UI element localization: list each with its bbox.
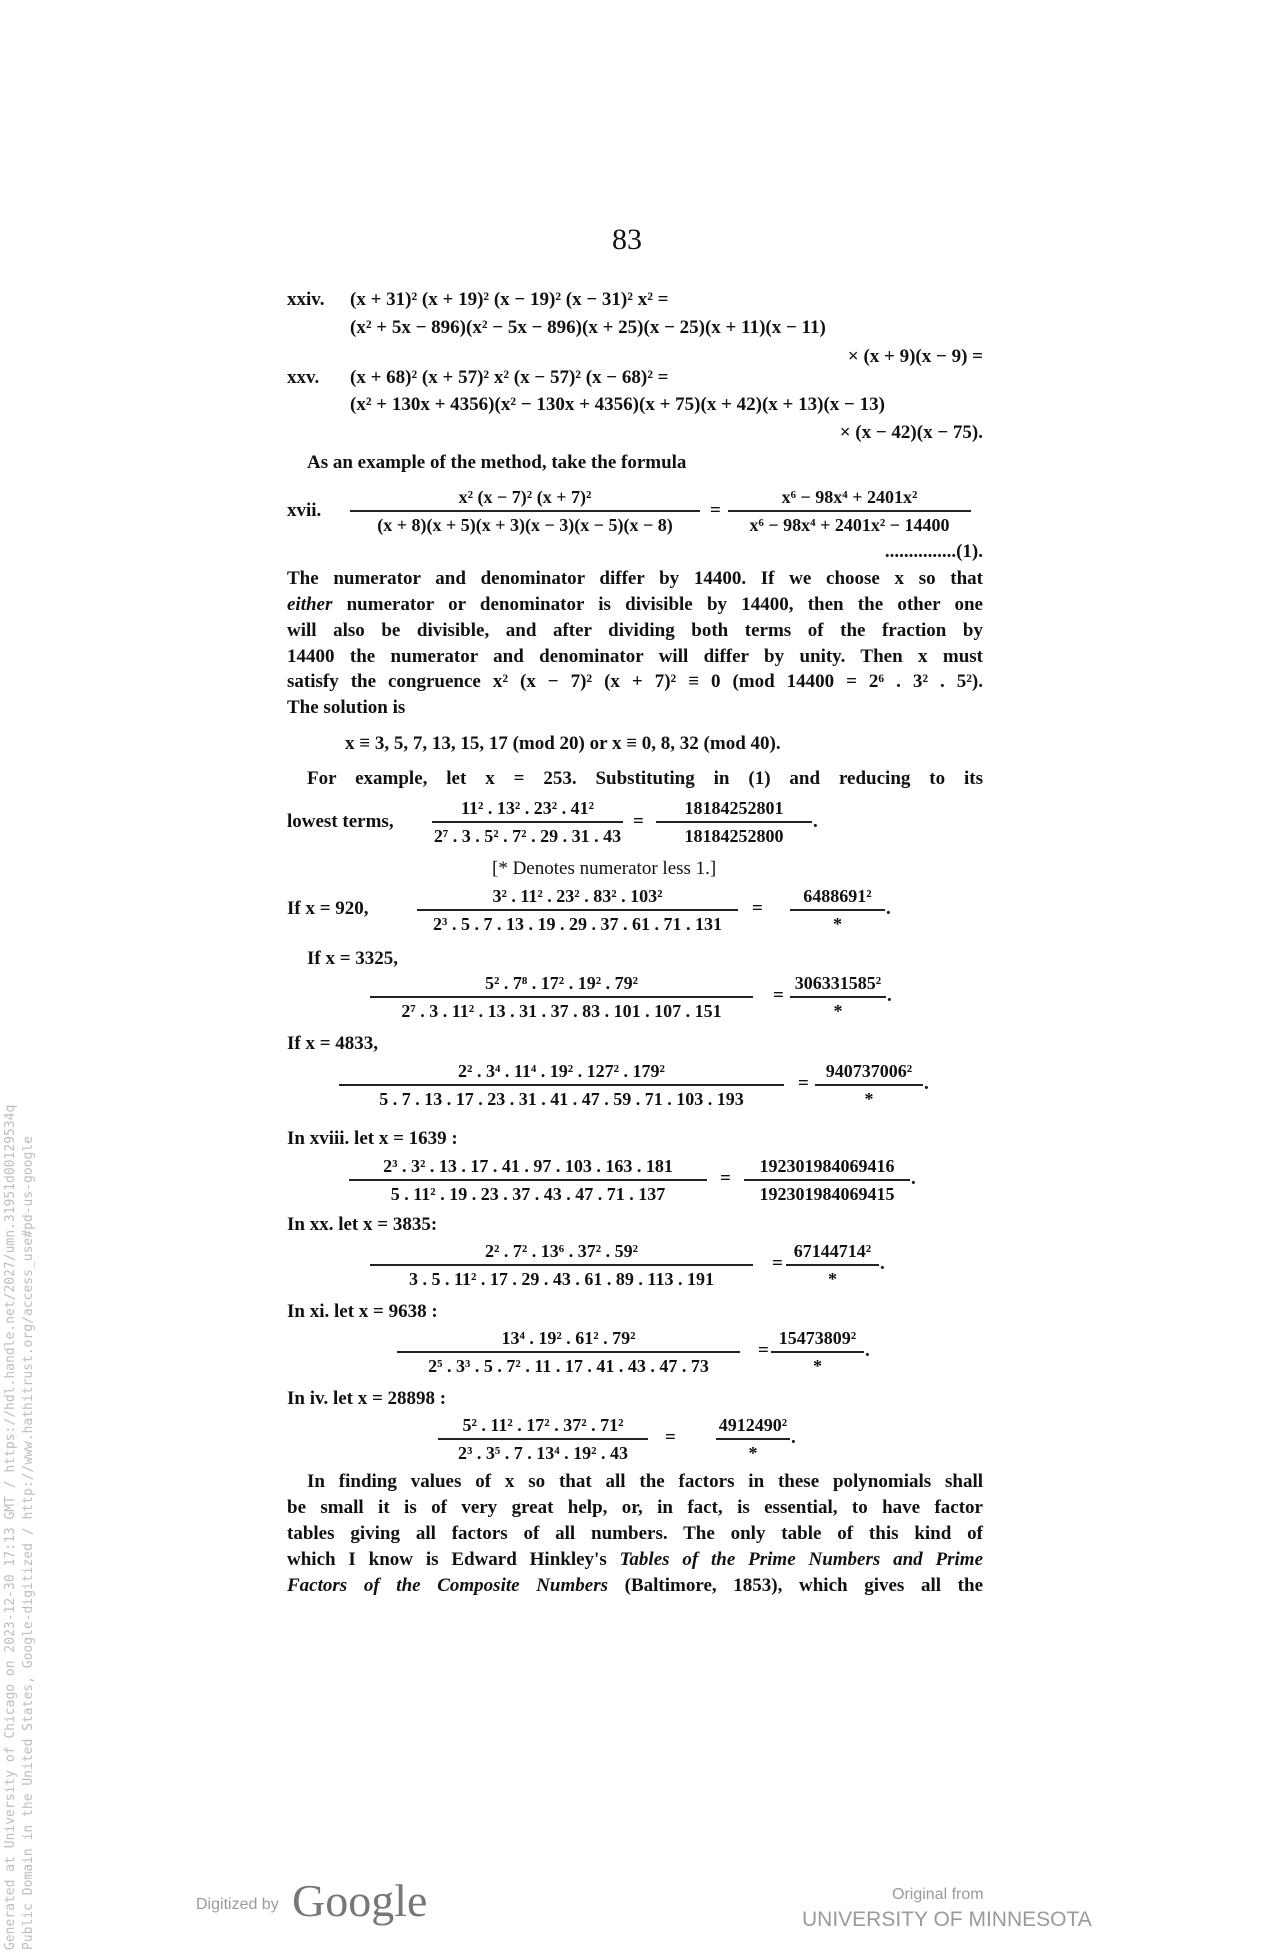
equals-sign: = [633,811,644,832]
para2-line [287,1573,983,1599]
period: . [865,1340,870,1361]
institution-label: UNIVERSITY OF MINNESOTA [802,1908,1092,1931]
equals-sign: = [758,1340,769,1361]
para1-line: will also be divisible, and after dividing both terms of the fraction by [287,620,983,641]
denominator: 192301984069415 [759,1184,895,1204]
period: . [886,898,891,919]
case-lhs-fraction [370,970,753,1024]
denominator: 18184252800 [684,826,784,846]
case-lhs-fraction [438,1412,648,1466]
numerator: 4912490² [718,1415,788,1435]
solution-line: x ≡ 3, 5, 7, 13, 15, 17 (mod 20) or x ≡ 0, 8, 32 (mod 40). [345,733,781,754]
watermark-line: Generated at University of Chicago on 2023-12-30 17:13 GMT / https://hdl.handle.net/2027/umn.31951d00129534q [3,1104,18,1950]
formula-xxv-line3: × (x − 42)(x − 75). [839,422,983,443]
equals-sign: = [720,1168,731,1189]
denominator: * [813,1356,822,1376]
numerator: 192301984069416 [759,1156,895,1176]
denominator: (x + 8)(x + 5)(x + 3)(x − 3)(x − 5)(x − 8) [377,515,673,535]
period: . [880,1253,885,1274]
case-lhs-fraction [397,1325,740,1379]
page-number: 83 [612,223,642,256]
para1-line: The numerator and denominator differ by 14400. If we choose x so that [287,568,983,589]
equals-sign: = [752,898,763,919]
case-rhs-fraction [771,1325,864,1379]
digitized-by-label: Digitized by [196,1896,279,1913]
case-label: In iv. let x = 28898 : [287,1388,447,1409]
case-lhs-fraction [417,883,738,937]
numerator: x⁶ − 98x⁴ + 2401x² [781,487,918,507]
formula-xxiv-line3: × (x + 9)(x − 9) = [847,346,983,367]
text: which I know is Edward Hinkley's [287,1549,620,1570]
numerator: 5² . 7⁸ . 17² . 19² . 79² [485,973,638,993]
hathitrust-watermark [2,920,38,1950]
denominator: 2³ . 3⁵ . 7 . 13⁴ . 19² . 43 [457,1443,629,1463]
formula-xxv-line1: (x + 68)² (x + 57)² x² (x − 57)² (x − 68)² = [350,367,669,388]
text: (Baltimore, 1853), which gives all the [608,1575,984,1596]
case-rhs-fraction [744,1153,910,1207]
denominator: * [833,1001,843,1021]
period: . [813,811,818,832]
para1-line: The solution is [287,697,406,718]
numerator: 306331585² [794,973,882,993]
example-rhs [656,795,812,849]
case-lhs-fraction [339,1058,784,1112]
period: . [791,1427,796,1448]
case-rhs-fraction [815,1058,923,1112]
numerator: 67144714² [793,1241,872,1261]
numerator: 18184252801 [684,798,784,818]
numerator: 2² . 3⁴ . 11⁴ . 19² . 127² . 179² [458,1061,665,1081]
denominator: 2⁷ . 3 . 11² . 13 . 31 . 37 . 83 . 101 . 107 . 151 [401,1001,722,1021]
note: [* Denotes numerator less 1.] [492,858,717,879]
example-label: lowest terms, [287,811,394,832]
example-line: For example, let x = 253. Substituting in (1) and reducing to its [307,768,983,789]
numerator: 15473809² [778,1328,857,1348]
numerator: 940737006² [825,1061,913,1081]
denominator: * [828,1269,837,1289]
example-lhs [432,795,623,849]
case-label: In xviii. let x = 1639 : [287,1128,458,1149]
numerator: x² (x − 7)² (x + 7)² [458,487,592,507]
case-label: In xi. let x = 9638 : [287,1301,438,1322]
case-rhs-fraction [790,970,886,1024]
denominator: * [833,914,842,934]
numerator: 3² . 11² . 23² . 83² . 103² [492,886,663,906]
para1-line [287,592,983,618]
para1-line: satisfy the congruence x² (x − 7)² (x + 7)² ≡ 0 (mod 14400 = 2⁶ . 3² . 5²). [287,671,983,692]
numerator: 11² . 13² . 23² . 41² [460,798,595,818]
formula-xxiv-line1: (x + 31)² (x + 19)² (x − 19)² (x − 31)² x² = [350,289,669,310]
para1-line: 14400 the numerator and denominator will differ by unity. Then x must [287,646,983,667]
case-lhs-fraction [370,1238,753,1292]
numerator: 13⁴ . 19² . 61² . 79² [501,1328,636,1348]
period: . [911,1168,916,1189]
para2-line [287,1547,983,1573]
denominator: * [748,1443,758,1463]
case-rhs-fraction [716,1412,790,1466]
denominator: 5 . 11² . 19 . 23 . 37 . 43 . 47 . 71 . 137 [390,1184,666,1204]
text: numerator or denominator is divisible by 14400, then the other one [332,594,983,615]
book-title: Factors of the Composite Numbers [287,1575,608,1596]
case-label: If x = 920, [287,898,369,919]
equals-sign: = [665,1427,676,1448]
watermark-line: Public Domain in the United States, Google-digitized / http://www.hathitrust.org/access_use#pd-us-google [21,1136,36,1950]
case-label: If x = 4833, [287,1033,379,1054]
google-logo: Google [292,1875,428,1926]
equation-tag: ...............(1). [884,541,983,562]
period: . [924,1073,929,1094]
formula-xvii-label: xvii. [287,500,322,521]
formula-xxiv-label: xxiv. [287,289,325,310]
formula-xxv-label: xxv. [287,367,320,388]
denominator: * [864,1089,874,1109]
denominator: x⁶ − 98x⁴ + 2401x² − 14400 [749,515,950,535]
equals-sign: = [798,1073,809,1094]
emphasis: either [287,594,333,615]
numerator: 2² . 7² . 13⁶ . 37² . 59² [485,1241,638,1261]
numerator: 6488691² [803,886,872,906]
case-rhs-fraction [786,1238,879,1292]
equals-sign: = [772,1253,783,1274]
case-lhs-fraction [349,1153,707,1207]
case-label: If x = 3325, [307,948,399,969]
denominator: 2⁵ . 3³ . 5 . 7² . 11 . 17 . 41 . 43 . 47 . 73 [428,1356,709,1376]
numerator: 2³ . 3² . 13 . 17 . 41 . 97 . 103 . 163 . 181 [383,1156,673,1176]
denominator: 3 . 5 . 11² . 17 . 29 . 43 . 61 . 89 . 113 . 191 [409,1269,714,1289]
formula-xvii-rhs [728,484,971,538]
formula-xvii-lhs [350,484,700,538]
formula-xxv-line2: (x² + 130x + 4356)(x² − 130x + 4356)(x + 75)(x + 42)(x + 13)(x − 13) [350,394,885,415]
numerator: 5² . 11² . 17² . 37² . 71² [462,1415,624,1435]
book-title: Tables of the Prime Numbers and Prime [619,1549,983,1570]
period: . [887,985,892,1006]
equals-sign: = [773,985,784,1006]
para2-line: be small it is of very great help, or, in fact, is essential, to have factor [287,1497,983,1518]
para2-line: In finding values of x so that all the factors in these polynomials shall [307,1471,983,1492]
para2-line: tables giving all factors of all numbers. The only table of this kind of [287,1523,983,1544]
case-rhs-fraction [790,883,885,937]
denominator: 5 . 7 . 13 . 17 . 23 . 31 . 41 . 47 . 59 . 71 . 103 . 193 [379,1089,744,1109]
denominator: 2⁷ . 3 . 5² . 7² . 29 . 31 . 43 [433,826,622,846]
case-label: In xx. let x = 3835: [287,1214,438,1235]
intro-text: As an example of the method, take the formula [307,452,687,473]
equals-sign: = [710,500,721,521]
original-from-label: Original from [892,1886,984,1903]
denominator: 2³ . 5 . 7 . 13 . 19 . 29 . 37 . 61 . 71 . 131 [433,914,722,934]
formula-xxiv-line2: (x² + 5x − 896)(x² − 5x − 896)(x + 25)(x − 25)(x + 11)(x − 11) [350,317,826,338]
